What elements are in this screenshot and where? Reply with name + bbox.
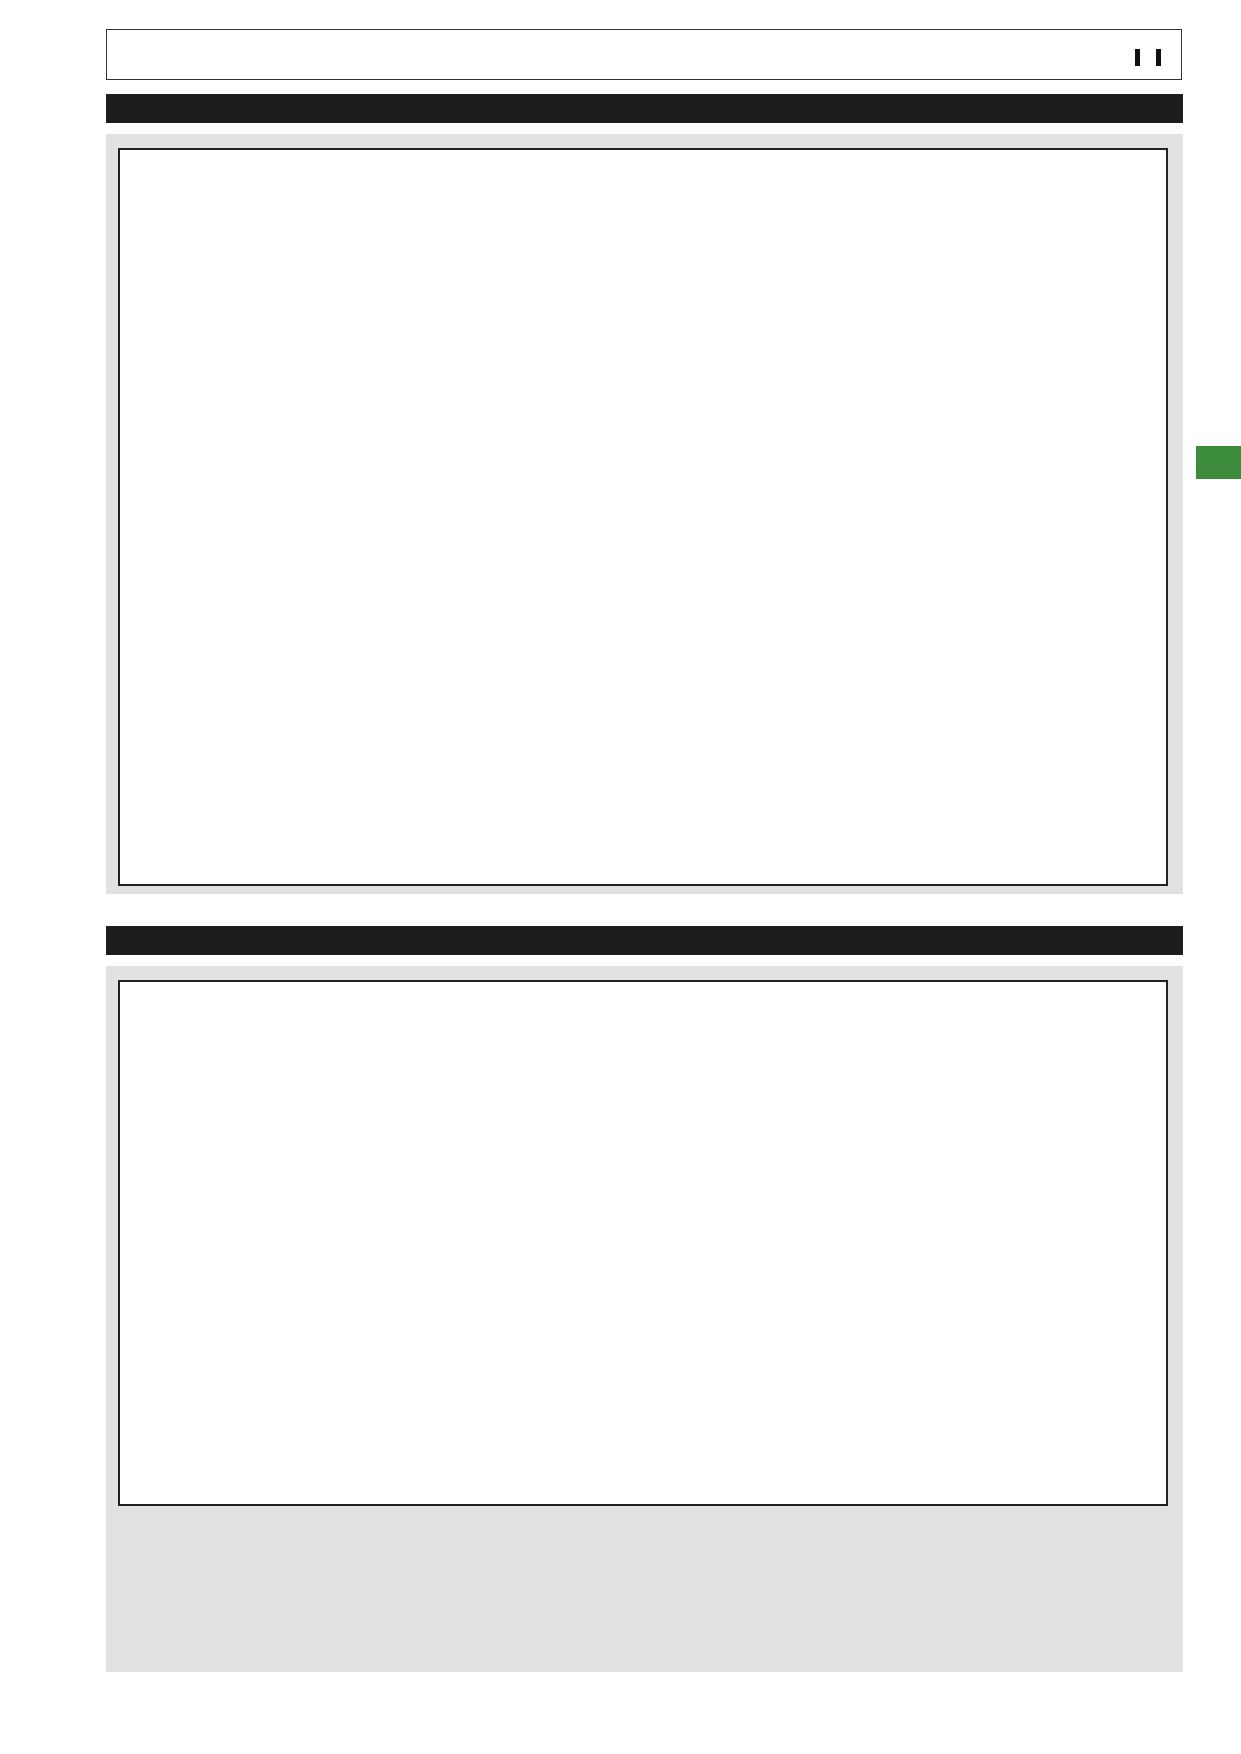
header-box: [106, 29, 1182, 80]
dimension-panel: [118, 148, 1168, 886]
tripping-charts: [120, 982, 1166, 1504]
tripping-heading: [106, 926, 1183, 955]
dimension-area: [106, 134, 1183, 894]
dimension-heading: [106, 94, 1183, 123]
termination-diagrams: [120, 150, 1166, 884]
chapter-tab[interactable]: [1196, 446, 1241, 479]
section-title: [1135, 49, 1161, 69]
tripping-area: [106, 966, 1183, 1672]
tripping-panel: [118, 980, 1168, 1506]
